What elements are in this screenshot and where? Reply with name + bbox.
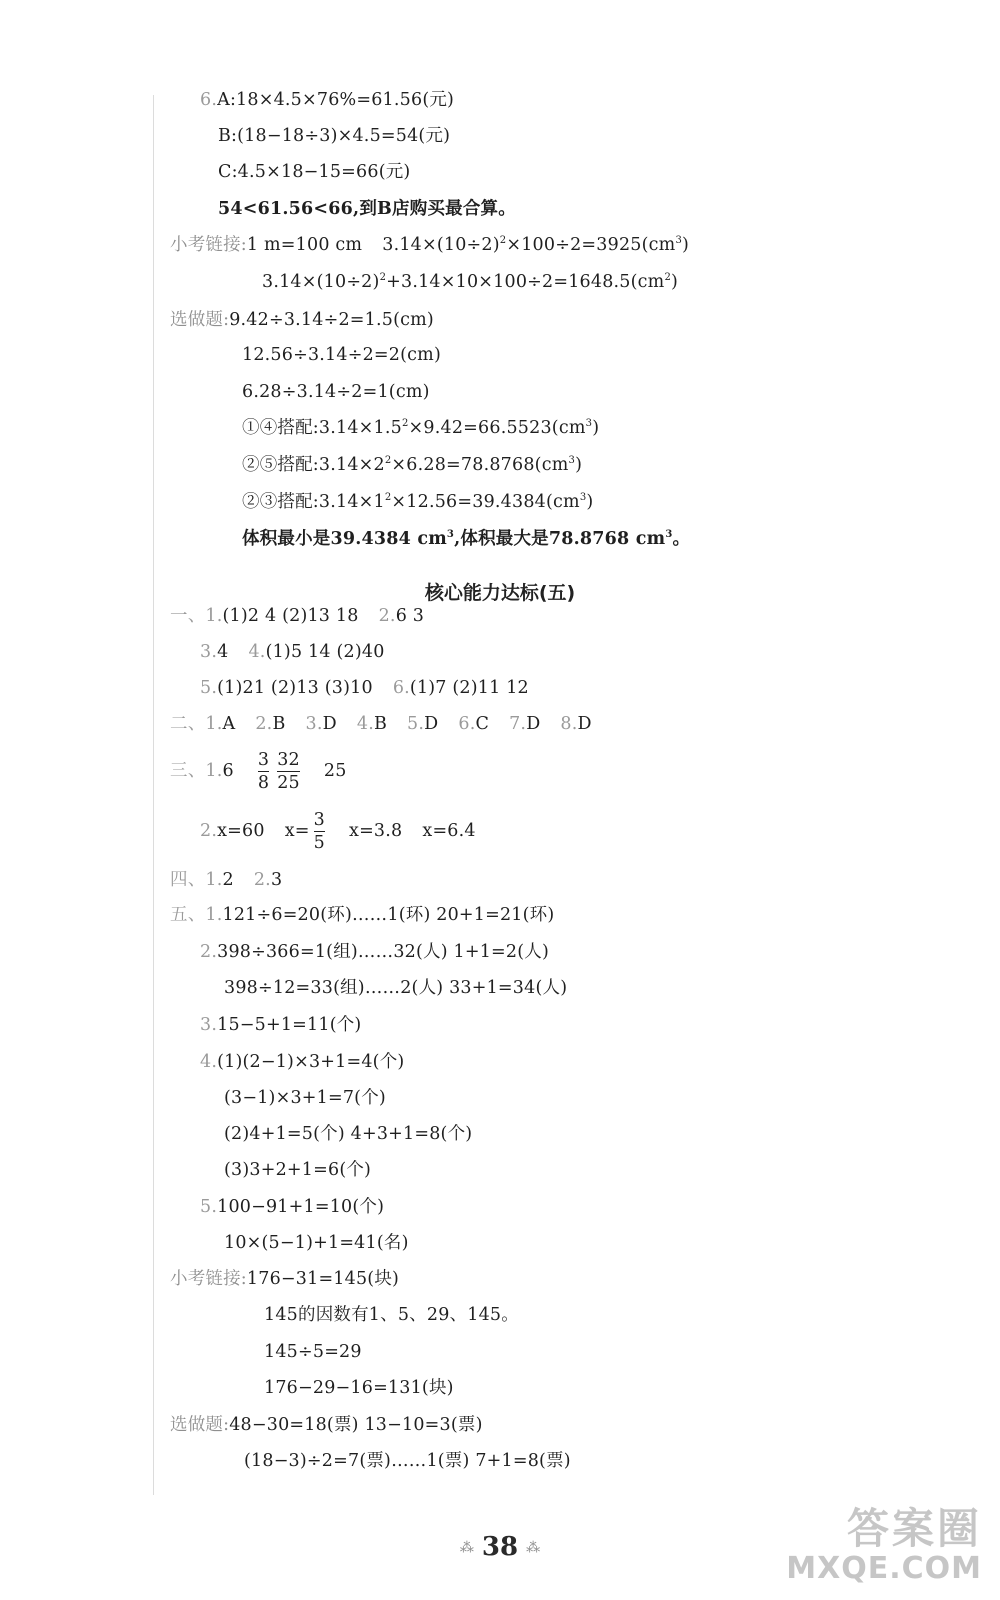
answer-line: 145÷5=29	[264, 1342, 362, 1362]
section-label: 小考链接:	[170, 1269, 247, 1289]
watermark	[786, 1506, 982, 1586]
fraction: $\frac{32}{25}$	[277, 750, 300, 793]
answer-line: 10×(5−1)+1=41(名)	[224, 1233, 409, 1253]
answer-line: 一、1.(1)2 4 (2)13 18 2.6 3	[170, 606, 425, 626]
answer-line: (18−3)÷2=7(票)……1(票) 7+1=8(票)	[244, 1451, 571, 1471]
answer-line: 二、1.A 2.B 3.D 4.B 5.D 6.C 7.D 8.D	[170, 714, 592, 734]
answer-line: 54<61.56<66,到B店购买最合算。	[218, 199, 516, 219]
watermark-url: MXQE.COM	[786, 1551, 982, 1586]
answer-line: 145的因数有1、5、29、145。	[264, 1305, 519, 1325]
answer-line: $3.14\times(10\div 2)^2+3.14\times 10\times 100\div 2=1648.5(cm^2)$	[262, 272, 679, 292]
fraction: $\frac{3}{5}$	[313, 810, 325, 853]
section-label: 小考链接:	[170, 235, 247, 255]
answer-line: 选做题:48−30=18(票) 13−10=3(票)	[170, 1415, 483, 1435]
answer-line: 5.100−91+1=10(个)	[200, 1197, 385, 1217]
answer-line: 3.4 4.(1)5 14 (2)40	[200, 642, 385, 662]
answer-line: 12.56÷3.14÷2=2(cm)	[242, 345, 441, 365]
answer-line: ①④搭配$:3.14\times 1.5^2\times 9.42=66.5523(cm^3)$	[242, 418, 600, 438]
answer-line: 3.15−5+1=11(个)	[200, 1015, 362, 1035]
answer-line: 6.A:18×4.5×76%=61.56(元)	[200, 90, 455, 110]
answer-line: 五、1.121÷6=20(环)……1(环) 20+1=21(环)	[170, 905, 555, 925]
answer-line: 6.28÷3.14÷2=1(cm)	[242, 382, 430, 402]
ornament-icon: ⁂	[526, 1540, 541, 1556]
answer-line: 176−29−16=131(块)	[264, 1378, 454, 1398]
answer-line: 小考链接:1 m=100 cm $3.14\times(10\div 2)^2\times 100\div 2=3925(cm^3)$	[170, 235, 690, 255]
answer-line: 2.x=60 x= $\frac{3}{5}$ x=3.8 x=6.4	[200, 810, 476, 853]
answer-line: B:(18−18÷3)×4.5=54(元)	[218, 126, 451, 146]
answer-line: ②③搭配$:3.14\times 1^2\times 12.56=39.4384(cm^3)$	[242, 492, 594, 512]
answer-line: 4.(1)(2−1)×3+1=4(个)	[200, 1052, 405, 1072]
answer-line: 小考链接:176−31=145(块)	[170, 1269, 400, 1289]
section-label: 选做题:	[170, 1415, 230, 1435]
section-label: 选做题:	[170, 310, 230, 330]
answer-line: 三、1.6 $\frac{3}{8}$ $\frac{32}{25}$ 25	[170, 750, 347, 793]
answer-line: ②⑤搭配$:3.14\times 2^2\times 6.28=78.8768(cm^3)$	[242, 455, 583, 475]
answer-line: 体积最小是39.4384 $cm^3$,体积最大是78.8768 $cm^3$。	[242, 529, 691, 549]
answer-line: 选做题:9.42÷3.14÷2=1.5(cm)	[170, 310, 434, 330]
answer-line: 四、1.2 2.3	[170, 870, 283, 890]
section-title: 核心能力达标(五)	[424, 582, 576, 604]
watermark-text: 答案圈	[846, 1504, 982, 1553]
answer-line: 2.398÷366=1(组)……32(人) 1+1=2(人)	[200, 942, 549, 962]
margin-rule	[153, 95, 154, 1495]
ornament-icon: ⁂	[459, 1540, 474, 1556]
answer-line: C:4.5×18−15=66(元)	[218, 162, 411, 182]
fraction: $\frac{3}{8}$	[257, 750, 270, 793]
answer-line: 5.(1)21 (2)13 (3)10 6.(1)7 (2)11 12	[200, 678, 529, 698]
answer-line: 398÷12=33(组)……2(人) 33+1=34(人)	[224, 978, 568, 998]
answer-line: (3−1)×3+1=7(个)	[224, 1088, 386, 1108]
answer-line: (3)3+2+1=6(个)	[224, 1160, 372, 1180]
answer-line: (2)4+1=5(个) 4+3+1=8(个)	[224, 1124, 473, 1144]
page-number: ⁂ 38 ⁂	[459, 1532, 541, 1562]
